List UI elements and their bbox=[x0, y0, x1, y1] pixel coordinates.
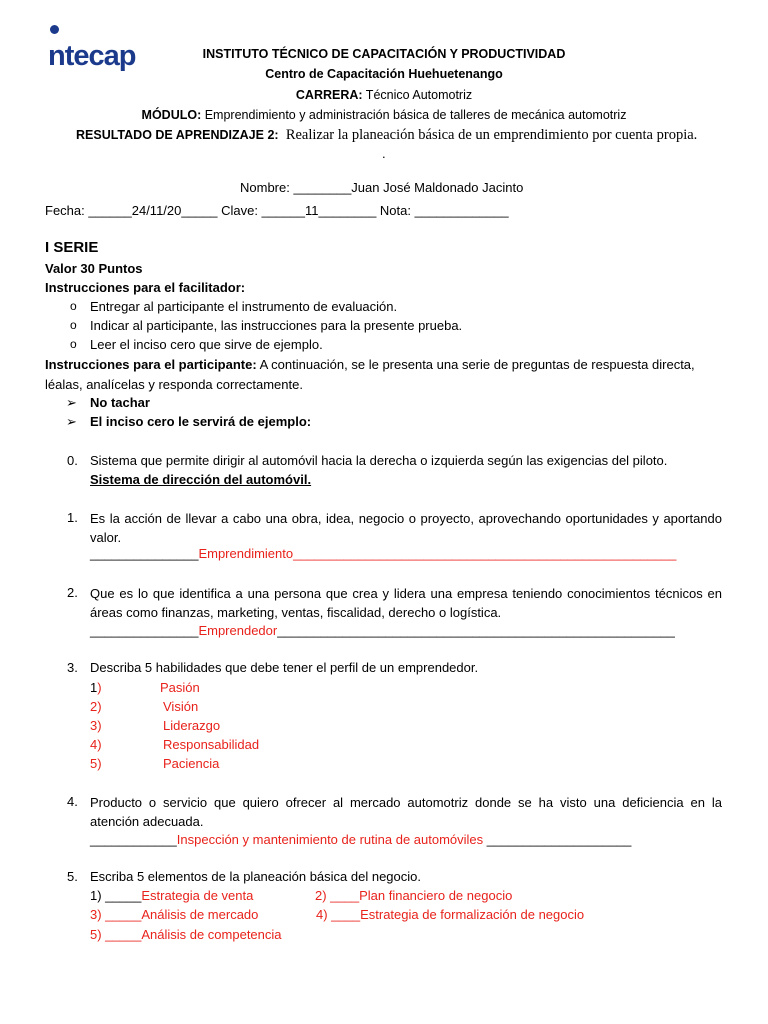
answer-line bbox=[90, 546, 676, 561]
item-number: 4) bbox=[90, 737, 102, 752]
carrera-line bbox=[0, 88, 768, 102]
answer-value: Emprendimiento_____________________________________________________ bbox=[198, 546, 677, 561]
nombre-line: Nombre: ________Juan José Maldonado Jacinto bbox=[240, 180, 524, 195]
list-item-value: 5) _____Análisis de competencia bbox=[90, 927, 282, 942]
list-item bbox=[315, 888, 512, 903]
answer-value: Emprendedor bbox=[198, 623, 278, 638]
answer-blank: _______________ bbox=[90, 546, 199, 561]
item-blank: 2) ____ bbox=[315, 888, 360, 903]
question-text: Que es lo que identifica a una persona que crea y lidera una empresa teniendo conocimientos técnicos en áreas como finanzas, marketing, ventas, fiscalidad, derecho o logística. bbox=[90, 586, 722, 620]
item-number: 5) bbox=[90, 756, 102, 771]
question-text: Es la acción de llevar a cabo una obra, idea, negocio o proyecto, aprovechando oportunidades y aportando valor. bbox=[90, 511, 722, 545]
resultado-line bbox=[76, 127, 697, 144]
center-title: Centro de Capacitación Huehuetenango bbox=[265, 67, 503, 81]
header-dot: . bbox=[382, 146, 386, 161]
answer-value: Inspección y mantenimiento de rutina de automóviles bbox=[176, 832, 484, 847]
modulo-label: MÓDULO: bbox=[141, 108, 202, 122]
answer-blank: ____________ bbox=[90, 832, 177, 847]
question-text: Producto o servicio que quiero ofrecer al mercado automotriz donde se ha visto una deficiencia en la atención adecuada. bbox=[90, 795, 722, 829]
institute-title: INSTITUTO TÉCNICO DE CAPACITACIÓN Y PRODUCTIVIDAD bbox=[202, 47, 566, 61]
list-item bbox=[316, 907, 584, 922]
logo-text: ntecap bbox=[48, 40, 136, 72]
answer-line bbox=[90, 623, 675, 638]
rule-item: No tachar bbox=[90, 395, 150, 410]
question-text: Escriba 5 elementos de la planeación básica del negocio. bbox=[90, 869, 421, 884]
list-item-value: Pasión bbox=[160, 680, 200, 695]
resultado-value: Realizar la planeación básica de un emprendimiento por cuenta propia. bbox=[285, 127, 698, 143]
question-text: Describa 5 habilidades que debe tener el perfil de un emprendedor. bbox=[90, 660, 479, 675]
question-number: 3. bbox=[67, 660, 78, 675]
list-item-value: Paciencia bbox=[163, 756, 220, 771]
question-number: 2. bbox=[67, 585, 78, 600]
facilitador-item: Entregar al participante el instrumento de evaluación. bbox=[90, 299, 398, 314]
fecha-line: Fecha: ______24/11/20_____ Clave: ______11________ Nota: _____________ bbox=[45, 203, 509, 218]
list-item-value: Visión bbox=[163, 699, 199, 714]
rule-item: El inciso cero le servirá de ejemplo: bbox=[90, 414, 312, 429]
participante-text: A continuación, se le presenta una serie de preguntas de respuesta directa, bbox=[256, 357, 695, 372]
item-blank: 4) ____ bbox=[316, 907, 361, 922]
answer-blank: _______________ bbox=[90, 623, 199, 638]
question-text: Sistema que permite dirigir al automóvil hacia la derecha o izquierda según las exigencias del piloto. bbox=[90, 453, 668, 468]
participante-title: Instrucciones para el participante: bbox=[45, 357, 257, 372]
question-number: 5. bbox=[67, 869, 78, 884]
item-number: 1 bbox=[90, 680, 98, 695]
list-item bbox=[90, 888, 253, 903]
item-number: 3) bbox=[90, 718, 102, 733]
list-item-value: Estrategia de formalización de negocio bbox=[360, 907, 585, 922]
bullet-icon: o bbox=[70, 318, 77, 332]
item-number: 2) bbox=[90, 699, 102, 714]
answer-line bbox=[90, 832, 631, 847]
arrow-icon: ➢ bbox=[66, 395, 77, 410]
carrera-value: Técnico Automotriz bbox=[362, 88, 473, 102]
facilitador-item: Leer el inciso cero que sirve de ejemplo. bbox=[90, 337, 323, 352]
item-blank: 1) _____ bbox=[90, 888, 142, 903]
logo-dot-icon bbox=[50, 25, 59, 34]
question-number: 4. bbox=[67, 794, 78, 809]
arrow-icon: ➢ bbox=[66, 414, 77, 429]
serie-title: I SERIE bbox=[45, 239, 99, 256]
facilitador-title: Instrucciones para el facilitador: bbox=[45, 280, 246, 295]
example-answer: Sistema de dirección del automóvil. bbox=[90, 472, 312, 487]
list-item-value: Liderazgo bbox=[163, 718, 221, 733]
list-item bbox=[90, 680, 102, 695]
participante-text-2: léalas, analícelas y responda correctamente. bbox=[45, 377, 303, 392]
bullet-icon: o bbox=[70, 337, 77, 351]
list-item-value: Responsabilidad bbox=[163, 737, 260, 752]
facilitador-item: Indicar al participante, las instrucciones para la presente prueba. bbox=[90, 318, 463, 333]
carrera-label: CARRERA: bbox=[295, 88, 363, 102]
list-item-value: 3) _____Análisis de mercado bbox=[90, 907, 259, 922]
modulo-line bbox=[0, 108, 768, 122]
question-number: 1. bbox=[67, 510, 78, 525]
bullet-icon: o bbox=[70, 299, 77, 313]
participante-line bbox=[45, 357, 695, 372]
list-item-value: Estrategia de venta bbox=[141, 888, 254, 903]
answer-blank: ____________________ bbox=[483, 832, 632, 847]
question-number: 0. bbox=[67, 453, 78, 468]
resultado-label: RESULTADO DE APRENDIZAJE 2: bbox=[76, 128, 279, 142]
valor-label: Valor 30 Puntos bbox=[45, 261, 143, 276]
modulo-value: Emprendimiento y administración básica de talleres de mecánica automotriz bbox=[201, 108, 627, 122]
answer-blank: _______________________________________________________ bbox=[277, 623, 675, 638]
list-item-value: Plan financiero de negocio bbox=[359, 888, 513, 903]
item-paren: ) bbox=[97, 680, 102, 695]
